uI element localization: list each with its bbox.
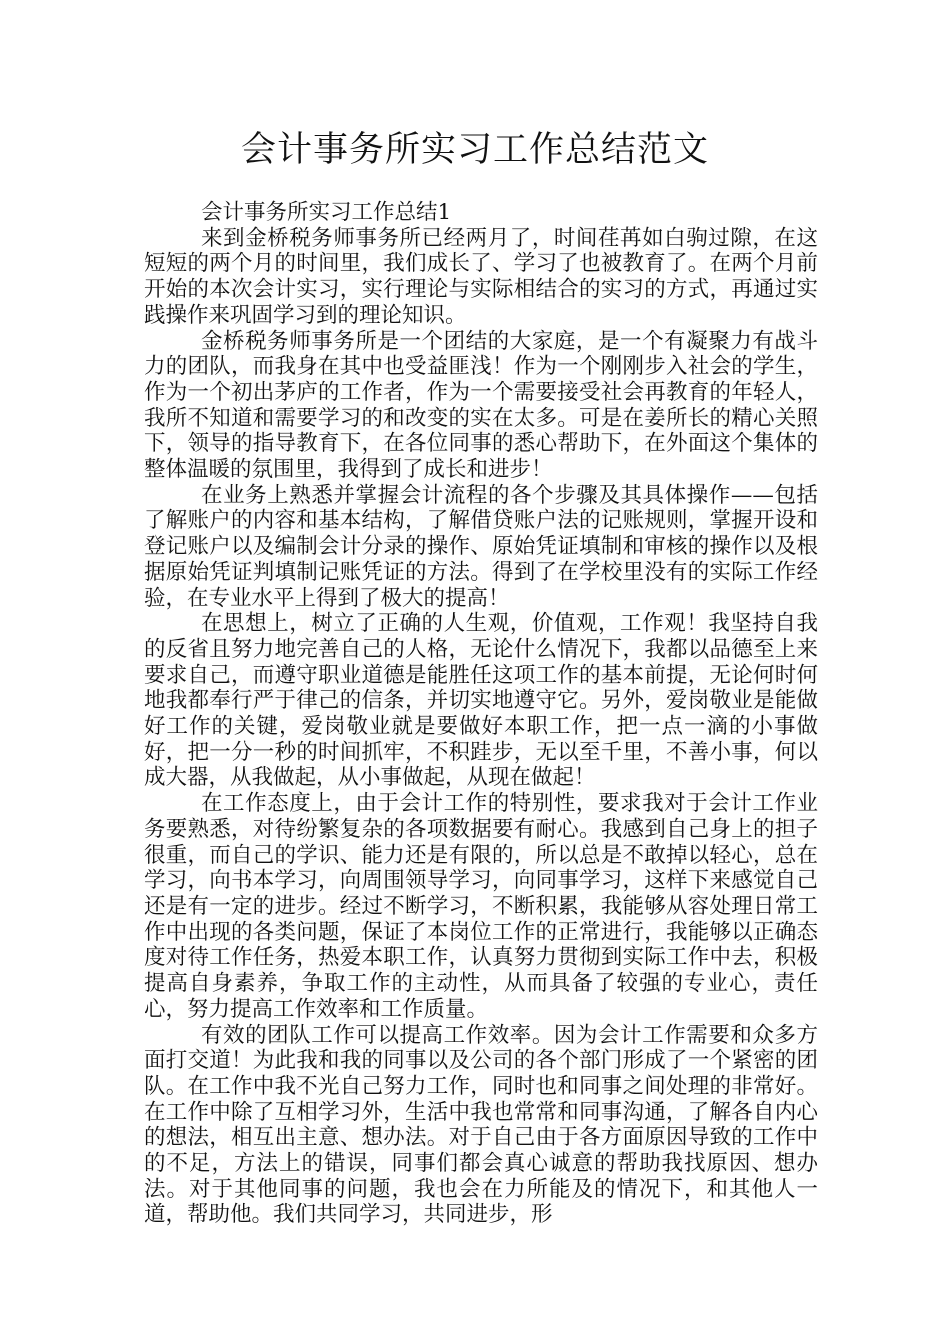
paragraph-1: 来到金桥税务师事务所已经两月了，时间荏苒如白驹过隙，在这短短的两个月的时间里，我们成长了、学习了也被教育了。在两个月前开始的本次会计实习，实行理论与实际相结合的实习的方式，再通过实践操作来巩固学习到的理论知识。 [144,225,818,328]
paragraph-6: 有效的团队工作可以提高工作效率。因为会计工作需要和众多方面打交道！为此我和我的同事以及公司的各个部门形成了一个紧密的团队。在工作中我不光自己努力工作，同时也和同事之间处理的非常好。在工作中除了互相学习外，生活中我也常常和同事沟通，了解各自内心的想法，相互出主意、想办法。对于自己由于各方面原因导致的工作中的不足，方法上的错误，同事们都会真心诚意的帮助我找原因、想办法。对于其他同事的问题，我也会在力所能及的情况下，和其他人一道，帮助他。我们共同学习，共同进步，形 [144,1022,818,1228]
paragraph-2: 金桥税务师事务所是一个团结的大家庭，是一个有凝聚力有战斗力的团队，而我身在其中也受益匪浅！作为一个刚刚步入社会的学生，作为一个初出茅庐的工作者，作为一个需要接受社会再教育的年轻人，我所不知道和需要学习的和改变的实在太多。可是在姜所长的精心关照下，领导的指导教育下，在各位同事的悉心帮助下，在外面这个集体的整体温暖的氛围里，我得到了成长和进步！ [144,328,818,483]
paragraph-3: 在业务上熟悉并掌握会计流程的各个步骤及其具体操作——包括了解账户的内容和基本结构，了解借贷账户法的记账规则，掌握开设和登记账户以及编制会计分录的操作、原始凭证填制和审核的操作以及根据原始凭证判填制记账凭证的方法。得到了在学校里没有的实际工作经验，在专业水平上得到了极大的提高！ [144,482,818,611]
document-title: 会计事务所实习工作总结范文 [240,130,709,170]
section-heading: 会计事务所实习工作总结1 [201,200,452,225]
paragraph-5: 在工作态度上，由于会计工作的特别性，要求我对于会计工作业务要熟悉，对待纷繁复杂的各项数据要有耐心。我感到自己身上的担子很重，而自己的学识、能力还是有限的，所以总是不敢掉以轻心，总在学习，向书本学习，向周围领导学习，向同事学习，这样下来感觉自己还是有一定的进步。经过不断学习，不断积累，我能够从容处理日常工作中出现的各类问题，保证了本岗位工作的正常进行，我能够以正确态度对待工作任务，热爱本职工作，认真努力贯彻到实际工作中去，积极提高自身素养，争取工作的主动性，从而具备了较强的专业心，责任心，努力提高工作效率和工作质量。 [144,791,818,1022]
paragraph-4: 在思想上，树立了正确的人生观，价值观，工作观！我坚持自我的反省且努力地完善自己的人格，无论什么情况下，我都以品德至上来要求自己，而遵守职业道德是能胜任这项工作的基本前提，无论何时何地我都奉行严于律己的信条，并切实地遵守它。另外，爱岗敬业是能做好工作的关键，爱岗敬业就是要做好本职工作，把一点一滴的小事做好，把一分一秒的时间抓牢，不积跬步，无以至千里，不善小事，何以成大器，从我做起，从小事做起，从现在做起！ [144,611,818,791]
document-body [144,200,818,1228]
